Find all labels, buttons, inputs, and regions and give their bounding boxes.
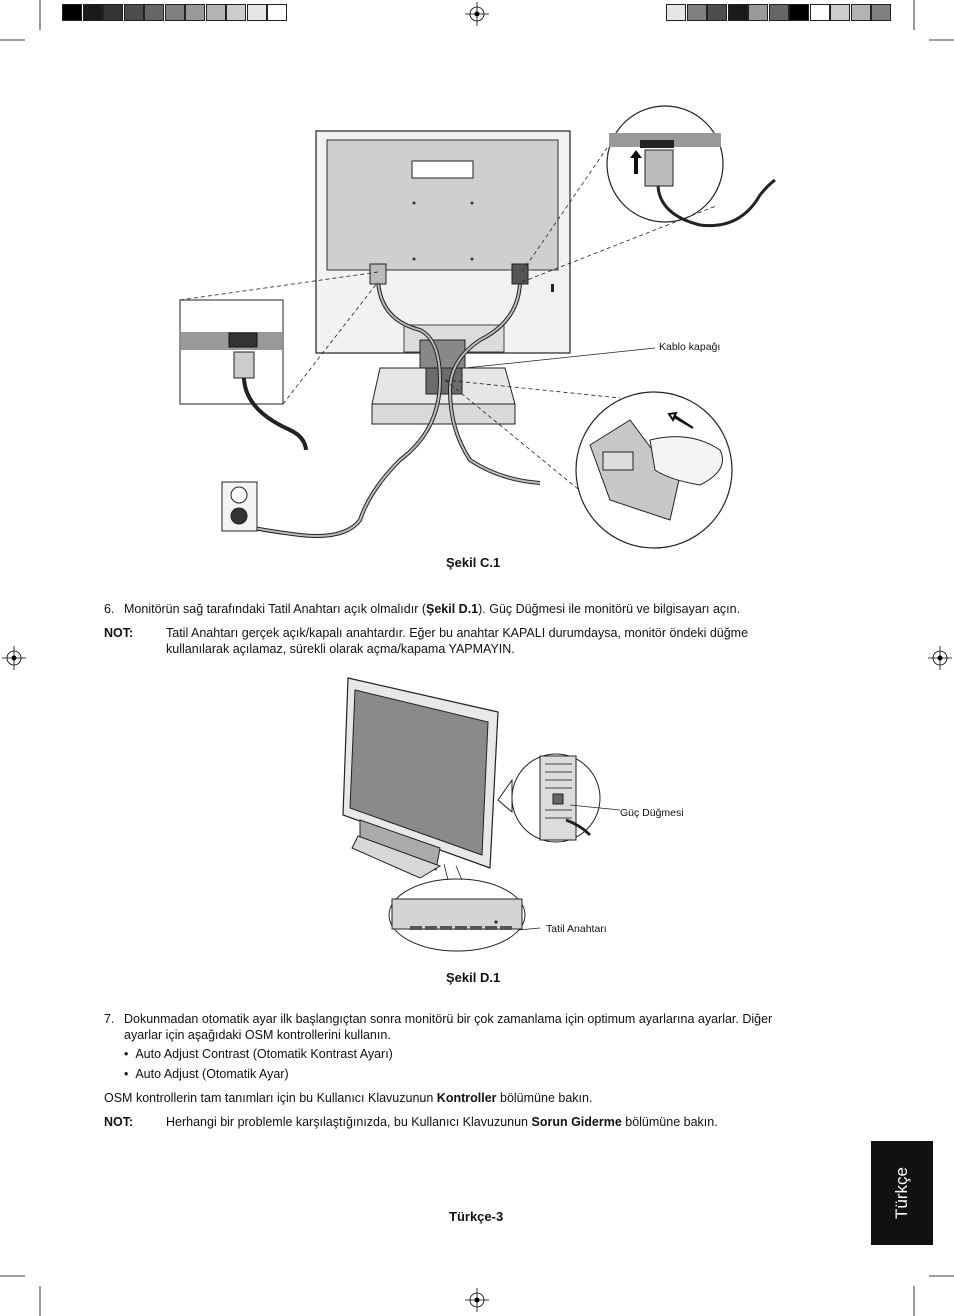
callout-power-button: Güç Düğmesi — [620, 807, 684, 819]
step7-bullet-2: • Auto Adjust (Otomatik Ayar) — [124, 1067, 289, 1081]
osm-reference: OSM kontrollerin tam tanımları için bu Kullanıcı Klavuzunun Kontroller bölümüne bakın. — [104, 1091, 593, 1105]
power-button-inset-icon — [498, 754, 600, 842]
callout-cable-cover: Kablo kapağı — [659, 341, 721, 353]
page-number: Türkçe-3 — [449, 1209, 504, 1224]
wall-outlet-icon — [222, 482, 257, 531]
figure-d1-illustration — [0, 670, 954, 970]
figure-d1-caption: Şekil D.1 — [446, 970, 501, 985]
step6-number: 6. — [104, 602, 115, 616]
signal-connector-inset-icon — [607, 106, 775, 226]
monitor-back-icon — [316, 131, 570, 353]
language-tab — [871, 1141, 933, 1245]
step7-number: 7. — [104, 1012, 115, 1026]
figure-c1-caption: Şekil C.1 — [446, 555, 501, 570]
step6-text: Monitörün sağ tarafındaki Tatil Anahtarı açık olmalıdır (Şekil D.1). Güç Düğmesi ile monitörü ve bilgisayarı açın. — [124, 602, 741, 616]
vacation-switch-inset-icon — [389, 864, 525, 951]
note1-label: NOT: — [104, 626, 134, 640]
step7-bullet-1: • Auto Adjust Contrast (Otomatik Kontrast Ayarı) — [124, 1047, 393, 1061]
cable-cover-inset-icon — [576, 392, 732, 548]
figure-c1-illustration — [0, 100, 954, 660]
callout-vacation-switch: Tatil Anahtarı — [546, 923, 607, 935]
step7-line1: Dokunmadan otomatik ayar ilk başlangıçtan sonra monitörü bir çok zamanlama için optimum ayarlarına ayarlar. Diğer — [124, 1012, 773, 1026]
monitor-front-icon — [343, 678, 498, 878]
note1-line1: Tatil Anahtarı gerçek açık/kapalı anahtardır. Eğer bu anahtar KAPALI durumdaysa, monitör öndeki düğme — [166, 626, 749, 640]
note2-text: Herhangi bir problemle karşılaştığınızda, bu Kullanıcı Klavuzunun Sorun Giderme bölümüne bakın. — [166, 1115, 718, 1129]
step7-line2: ayarlar için aşağıdaki OSM kontrollerini kullanın. — [124, 1028, 391, 1042]
language-tab-label: Türkçe — [892, 1167, 911, 1219]
note1-line2: kullanılarak açılamaz, sürekli olarak açma/kapama YAPMAYIN. — [166, 642, 515, 656]
power-connector-inset-icon — [180, 300, 306, 450]
note2-label: NOT: — [104, 1115, 134, 1129]
